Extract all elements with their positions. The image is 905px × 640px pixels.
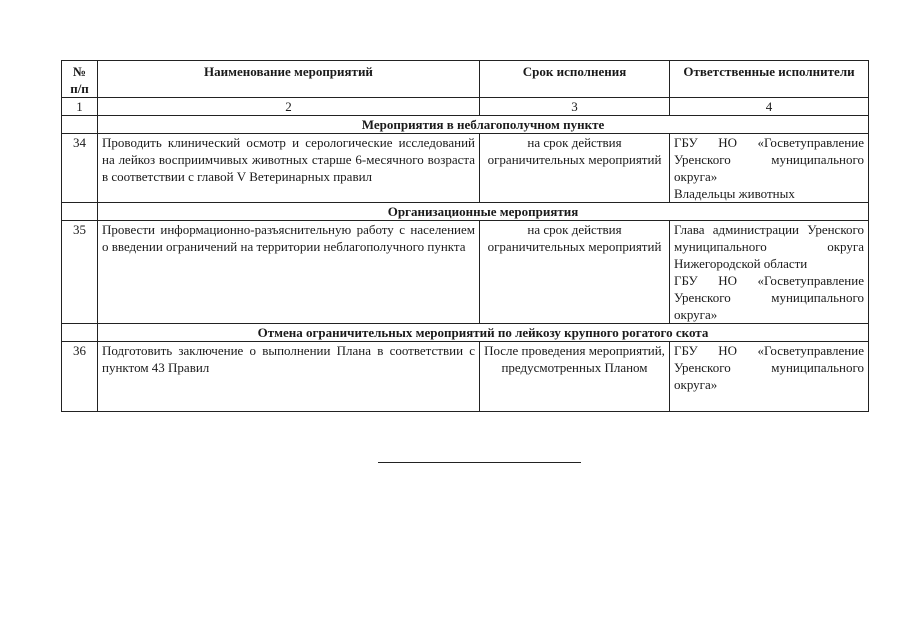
activity-name: Подготовить заключение о выполнении Плана в соответствии с пунктом 43 Правил [98,342,480,412]
section-row [62,116,869,134]
section-row [62,203,869,221]
column-number-row [62,98,869,116]
deadline: После проведения мероприятий, предусмотренных Планом [480,342,670,412]
responsible-entry: ГБУ НО «Госветуправление Уренского муниципального округа» [674,343,864,392]
responsible [670,342,869,412]
row-number: 34 [62,134,98,203]
responsible [670,221,869,324]
table-row [62,221,869,324]
header-name: Наименование мероприятий [98,61,480,98]
section-title: Организационные мероприятия [98,203,869,221]
column-number: 3 [480,98,670,116]
responsible-entry: ГБУ НО «Госветуправление Уренского муниципального округа» [674,135,864,184]
plan-table [61,60,869,412]
section-row [62,324,869,342]
activity-name: Провести информационно-разъяснительную работу с населением о введении ограничений на территории неблагополучного пункта [98,221,480,324]
end-separator-line [378,462,581,463]
section-title: Отмена ограничительных мероприятий по лейкозу крупного рогатого скота [98,324,869,342]
deadline: на срок действия ограничительных мероприятий [480,134,670,203]
header-resp: Ответственные исполнители [670,61,869,98]
column-number: 1 [62,98,98,116]
responsible-entry: Владельцы животных [674,186,795,201]
responsible-entry: ГБУ НО «Госветуправление Уренского муниципального округа» [674,273,864,322]
section-title: Мероприятия в неблагополучном пункте [98,116,869,134]
table-row [62,134,869,203]
header-row [62,61,869,98]
row-number: 35 [62,221,98,324]
section-num-cell [62,203,98,221]
responsible [670,134,869,203]
header-term: Срок исполнения [480,61,670,98]
section-num-cell [62,324,98,342]
section-num-cell [62,116,98,134]
column-number: 4 [670,98,869,116]
deadline: на срок действия ограничительных мероприятий [480,221,670,324]
responsible-entry: Глава администрации Уренского муниципального округа Нижегородской области [674,222,864,271]
row-number: 36 [62,342,98,412]
table-row [62,342,869,412]
column-number: 2 [98,98,480,116]
header-num: № п/п [62,61,98,98]
activity-name: Проводить клинический осмотр и серологические исследований на лейкоз восприимчивых животных старше 6-месячного возраста в соответствии с главой V Ветеринарных правил [98,134,480,203]
